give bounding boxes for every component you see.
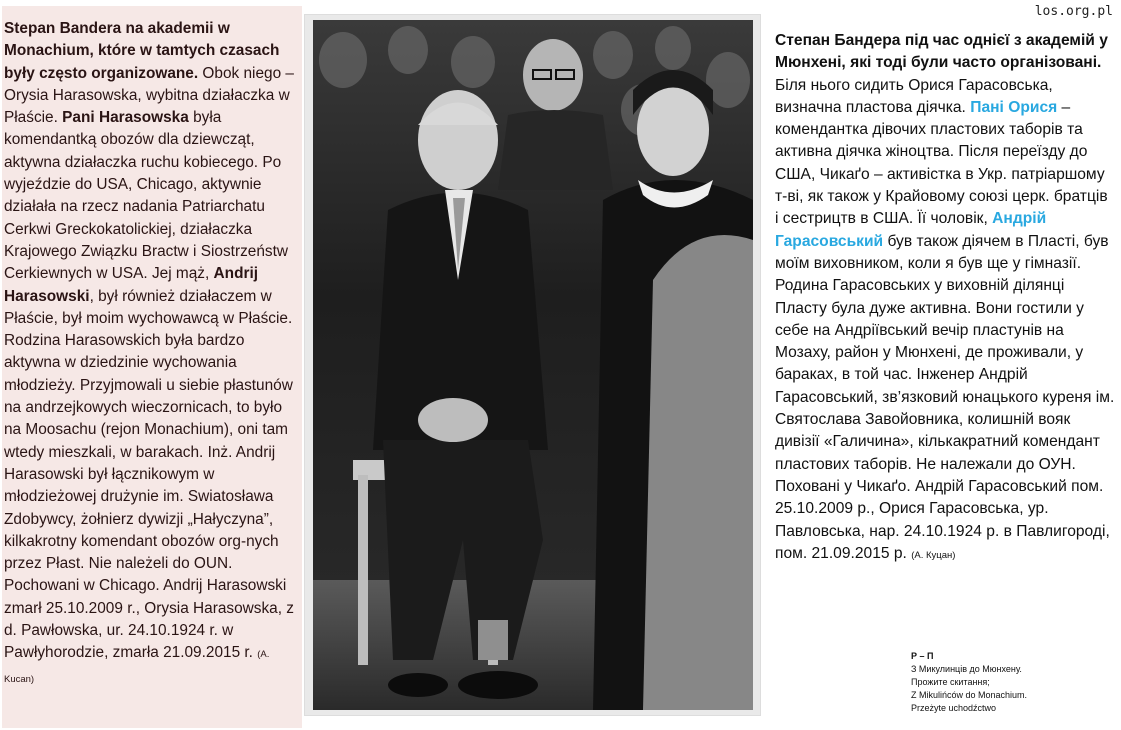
site-watermark: los.org.pl — [1034, 4, 1113, 19]
ukrainian-text-2: – комендантка дівочих пластових таборів та активна діячка жіноцтва. Після переїзду до США, Чикаґо – активістка в Укр. патріаршому т-ві, як також у Крайовому союзі церк. братців і сестрицтв в США. Її чоловік, — [775, 98, 1108, 228]
caption-header: Р – П — [911, 651, 934, 661]
ukrainian-title: Степан Бандера під час однієї з академій у Мюнхені, які тоді були часто організовані. — [775, 32, 1108, 72]
ukrainian-author: (А. Куцан) — [911, 549, 956, 561]
caption-line-2: Прожите скитання; — [911, 677, 990, 687]
polish-name-andrij: Andrij Harasowski — [4, 265, 259, 305]
ukrainian-text-1: Біля нього сидить Орися Гарасовська, визначна пластова діячка. — [775, 76, 1053, 116]
polish-text-column — [2, 6, 302, 728]
ukrainian-name-andrii: Андрій Гарасовський — [775, 210, 1047, 250]
ukrainian-name-orysia: Пані Орися — [970, 98, 1058, 116]
caption-line-1: З Микулинців до Мюнхену. — [911, 664, 1022, 674]
caption-line-4: Przeżyte uchodźctwo — [911, 703, 997, 713]
polish-name-orysia: Pani Harasowska — [62, 109, 189, 127]
polish-text-1: Obok niego – Orysia Harasowska, wybitna działaczka w Płaście. — [4, 64, 294, 127]
caption-line-3: Z Mikulińców do Monachium. — [911, 690, 1028, 700]
polish-text-3: , był również działaczem w Płaście, był moim wychowawcą w Płaście. Rodzina Harasowskich była bardzo aktywna w dziedzinie wychowania młodzieży. Przyjmowali u siebie płastunów na andrzejkowych wieczornicach, to było na Moosachu (rejon Monachium), oni tam wtedy mieszkali, w barakach. Inż. Andrij Harasowski był łącznikowym w młodzieżowej drużynie im. Swiatosława Zdobywcy, żołnierz dywizji „Hałyczyna”, kilkakrotny komendant obozów org-nych przez Płast. Nie należeli do OUN. Pochowani w Chicago. Andrij Harasowski zmarł 25.10.2009 r., Orysia Harasowska, z d. Pawłowska, ur. 24.10.1924 r. w Pawłyhorodzie, zmarła 21.09.2015 r. — [4, 287, 294, 662]
photo-illustration — [313, 20, 753, 710]
polish-text-2: była komendantką obozów dla dziewcząt, aktywna działaczka ruchu kobiecego. Po wyjeździe do USA, Chicago, aktywnie działała na rzecz nadania Patriarchatu Cerkwi Greckokatolickiej, działaczka Krajowego Związku Bractw i Siostrzeństw Cerkiewnych w USA. Jej mąż, — [4, 109, 288, 283]
polish-author: (A. Kucan) — [4, 649, 270, 685]
ukrainian-text-column — [775, 30, 1115, 670]
ukrainian-text-3: був також діячем в Пласті, був моїм виховником, коли я був ще у гімназії. Родина Гарасовських у виховній ділянці Пласту була дуже активна. Вони гостили у себе на Андріївський вечір пластунів на Мозаху, район у Мюнхені, де проживали, у бараках, в той час. Інженер Андрій Гарасовський, зв’язковий юнацького куреня ім. Святослава Завойовника, колишній вояк дивізії «Галичина», кількакратний комендант пластових таборів. Не належали до ОУН. Поховані у Чикаґо. Андрій Гарасовський пом. 25.10.2009 р., Орися Гарасовська, ур. Павловська, нар. 24.10.1924 р. в Павлигороді, пом. 21.09.2015 р. — [775, 232, 1115, 562]
polish-title: Stepan Bandera na akademii w Monachium, które w tamtych czasach były często organizowane. — [4, 20, 280, 82]
